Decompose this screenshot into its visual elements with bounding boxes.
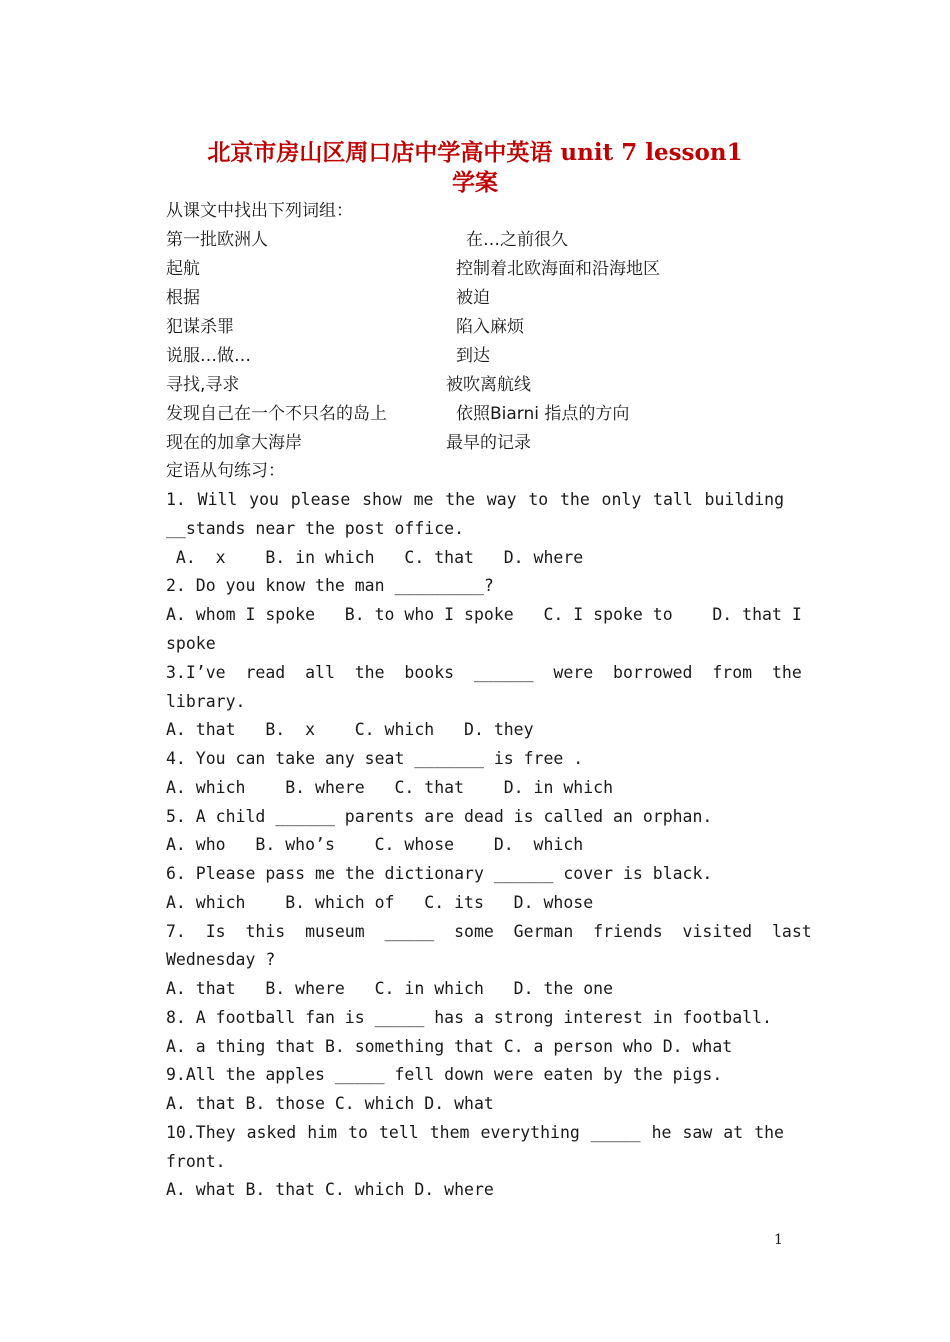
question-line: 1. Will you please show me the way to the only tall building (166, 490, 784, 509)
question-line: Wednesday ? (166, 950, 276, 969)
vocab-right: 被吹离航线 (446, 375, 531, 395)
page-number: 1 (774, 1232, 783, 1248)
vocab-left: 现在的加拿大海岸 (166, 433, 302, 453)
vocab-right: 到达 (456, 346, 490, 366)
options-line: A. which B. which of C. its D. whose (166, 893, 594, 912)
question-line: 6. Please pass me the dictionary ______ cover is black. (166, 864, 713, 883)
options-line: A. what B. that C. which D. where (166, 1180, 494, 1199)
vocab-left: 起航 (166, 259, 200, 279)
vocab-left: 发现自己在一个不只名的岛上 (166, 404, 387, 424)
title-line-1: 北京市房山区周口店中学高中英语 unit 7 lesson1 (207, 139, 743, 166)
vocab-right: 陷入麻烦 (456, 317, 524, 337)
options-line: A. who B. who’s C. whose D. which (166, 835, 584, 854)
question-line: 4. You can take any seat _______ is free . (166, 749, 584, 768)
vocab-left: 寻找,寻求 (166, 375, 240, 395)
question-line: __stands near the post office. (166, 519, 465, 538)
document-title (150, 138, 800, 198)
options-line: A. which B. where C. that D. in which (166, 778, 614, 797)
vocab-right: 被迫 (456, 288, 490, 308)
options-line: A. whom I spoke B. to who I spoke C. I spoke to D. that I (166, 605, 802, 624)
vocab-heading: 从课文中找出下列词组： (166, 201, 353, 221)
vocab-left: 犯谋杀罪 (166, 317, 234, 337)
exercise-heading: 定语从句练习： (166, 461, 285, 481)
options-line: A. that B. those C. which D. what (166, 1094, 494, 1113)
question-line: 5. A child ______ parents are dead is called an orphan. (166, 807, 713, 826)
question-line: 9.All the apples _____ fell down were eaten by the pigs. (166, 1065, 723, 1084)
options-line: A. a thing that B. something that C. a person who D. what (166, 1037, 733, 1056)
vocab-right: 依照Biarni 指点的方向 (456, 404, 630, 424)
question-line: 3.I’ve read all the books ______ were borrowed from the (166, 663, 802, 682)
question-line: 2. Do you know the man _________? (166, 576, 494, 595)
question-line: library. (166, 692, 246, 711)
vocab-left: 第一批欧洲人 (166, 230, 268, 250)
title-line-2: 学案 (452, 169, 498, 196)
vocab-right: 控制着北欧海面和沿海地区 (456, 259, 660, 279)
options-line: A. x B. in which C. that D. where (166, 548, 584, 567)
options-line: A. that B. x C. which D. they (166, 720, 534, 739)
question-line: front. (166, 1152, 226, 1171)
options-line: A. that B. where C. in which D. the one (166, 979, 614, 998)
vocab-right: 在…之前很久 (466, 230, 568, 250)
vocab-left: 根据 (166, 288, 200, 308)
options-line: spoke (166, 634, 216, 653)
vocab-left: 说服…做… (166, 346, 251, 366)
vocab-right: 最早的记录 (446, 433, 531, 453)
question-line: 10.They asked him to tell them everything _____ he saw at the (166, 1123, 784, 1142)
question-line: 8. A football fan is _____ has a strong interest in football. (166, 1008, 772, 1027)
question-line: 7. Is this museum _____ some German friends visited last (166, 922, 812, 941)
